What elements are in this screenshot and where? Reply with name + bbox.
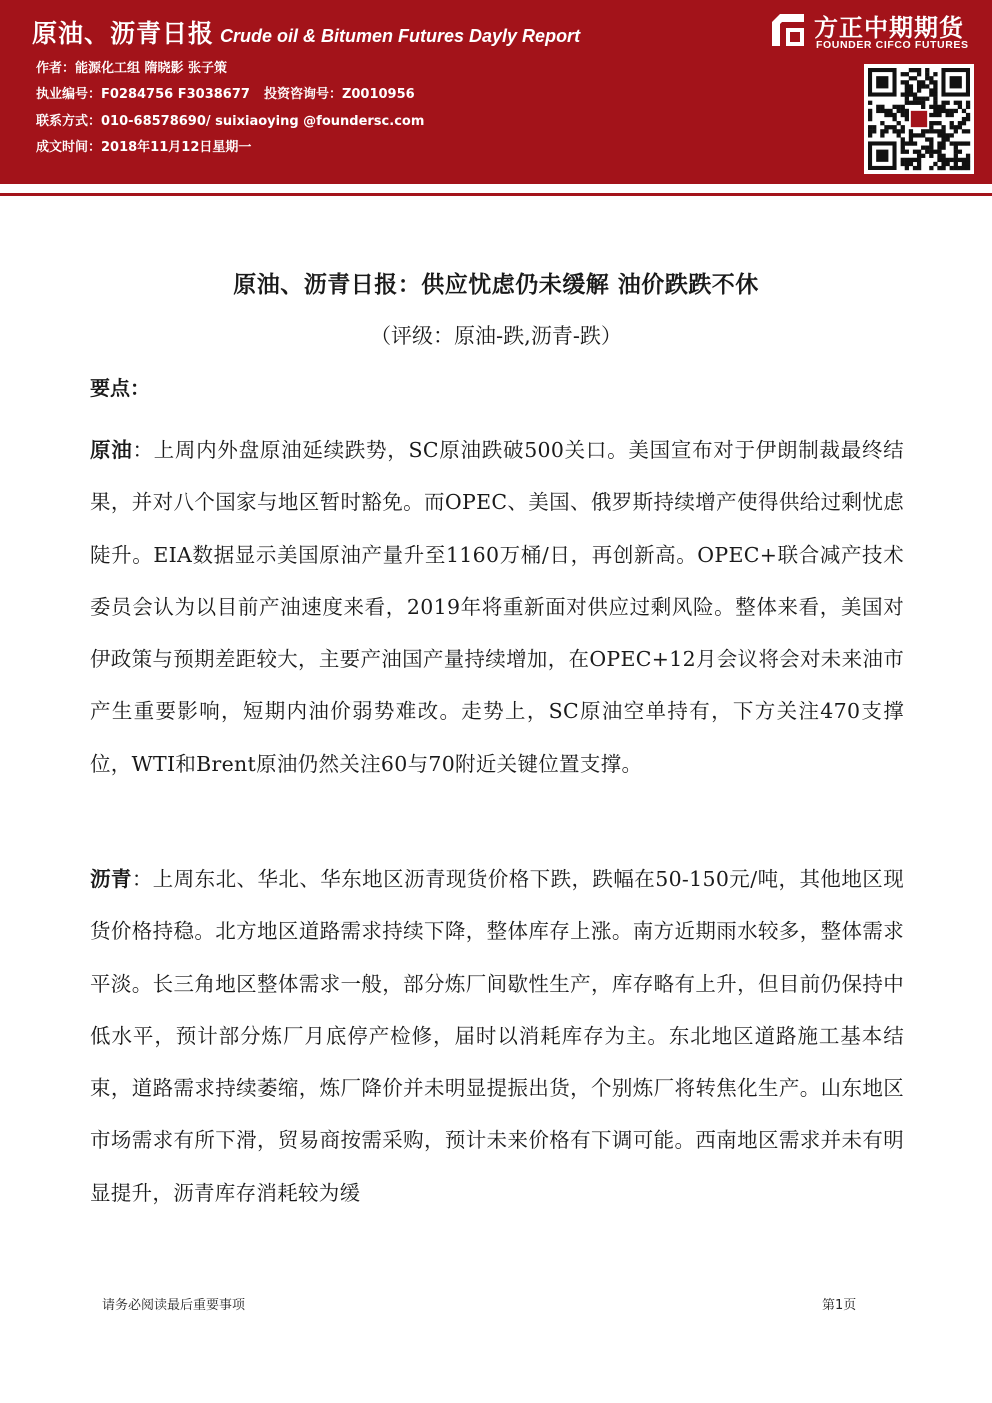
crude-oil-paragraph [90,424,904,790]
founder-logo-icon [770,12,806,48]
header-title-cn: 原油、沥青日报 [32,19,215,48]
advisory-number: 投资咨询号：Z0010956 [263,87,415,102]
license-line [36,83,415,102]
key-points-heading: 要点： [90,376,150,400]
report-title: 原油、沥青日报：供应忧虑仍未缓解 油价跌跌不休 [233,272,759,298]
brand-name-cn: 方正中期期货 [814,14,964,42]
footer-notice: 请务必阅读最后重要事项 [102,1298,246,1313]
header-divider [0,193,992,196]
page-number: 第1页 [822,1298,857,1313]
bitumen-paragraph [90,853,904,1219]
contact-line: 联系方式：010-68578690/ suixiaoying @foundersc.com [36,114,425,129]
header-title-en: Crude oil & Bitumen Futures Dayly Report [220,26,581,46]
date-line: 成文时间：2018年11月12日星期一 [36,140,252,155]
brand-name-en: FOUNDER CIFCO FUTURES [816,39,969,51]
crude-oil-lead: 原油 [90,438,133,462]
report-header-title [32,14,580,50]
bitumen-text: ：上周东北、华北、华东地区沥青现货价格下跌，跌幅在50-150元/吨，其他地区现货价格持稳。北方地区道路需求持续下降，整体库存上涨。南方近期雨水较多，整体需求平淡。长三角地区整体需求一般，部分炼厂间歇性生产，库存略有上升，但目前仍保持中低水平，预计部分炼厂月底停产检修，届时以消耗库存为主。东北地区道路施工基本结束，道路需求持续萎缩，炼厂降价并未明显提振出货，个别炼厂将转焦化生产。山东地区市场需求有所下滑，贸易商按需采购，预计未来价格有下调可能。西南地区需求并未有明显提升，沥青库存消耗较为缓 [90,867,904,1205]
crude-oil-text: ：上周内外盘原油延续跌势，SC原油跌破500关口。美国宣布对于伊朗制裁最终结果，并对八个国家与地区暂时豁免。而OPEC、美国、俄罗斯持续增产使得供给过剩忧虑陡升。EIA数据显示美国原油产量升至1160万桶/日，再创新高。OPEC+联合减产技术委员会认为以目前产油速度来看，2019年将重新面对供应过剩风险。整体来看，美国对伊政策与预期差距较大，主要产油国产量持续增加，在OPEC+12月会议将会对未来油市产生重要影响，短期内油价弱势难改。走势上，SC原油空单持有，下方关注470支撑位，WTI和Brent原油仍然关注60与70附近关键位置支撑。 [90,438,904,776]
bitumen-lead: 沥青 [90,867,132,891]
qr-code-icon [864,64,974,174]
rating-line: （评级：原油-跌,沥青-跌） [370,324,622,348]
license-number: 执业编号：F0284756 F3038677 [36,87,250,102]
brand-logo [770,8,982,56]
author-line: 作者：能源化工组 隋晓影 张子策 [36,61,228,76]
